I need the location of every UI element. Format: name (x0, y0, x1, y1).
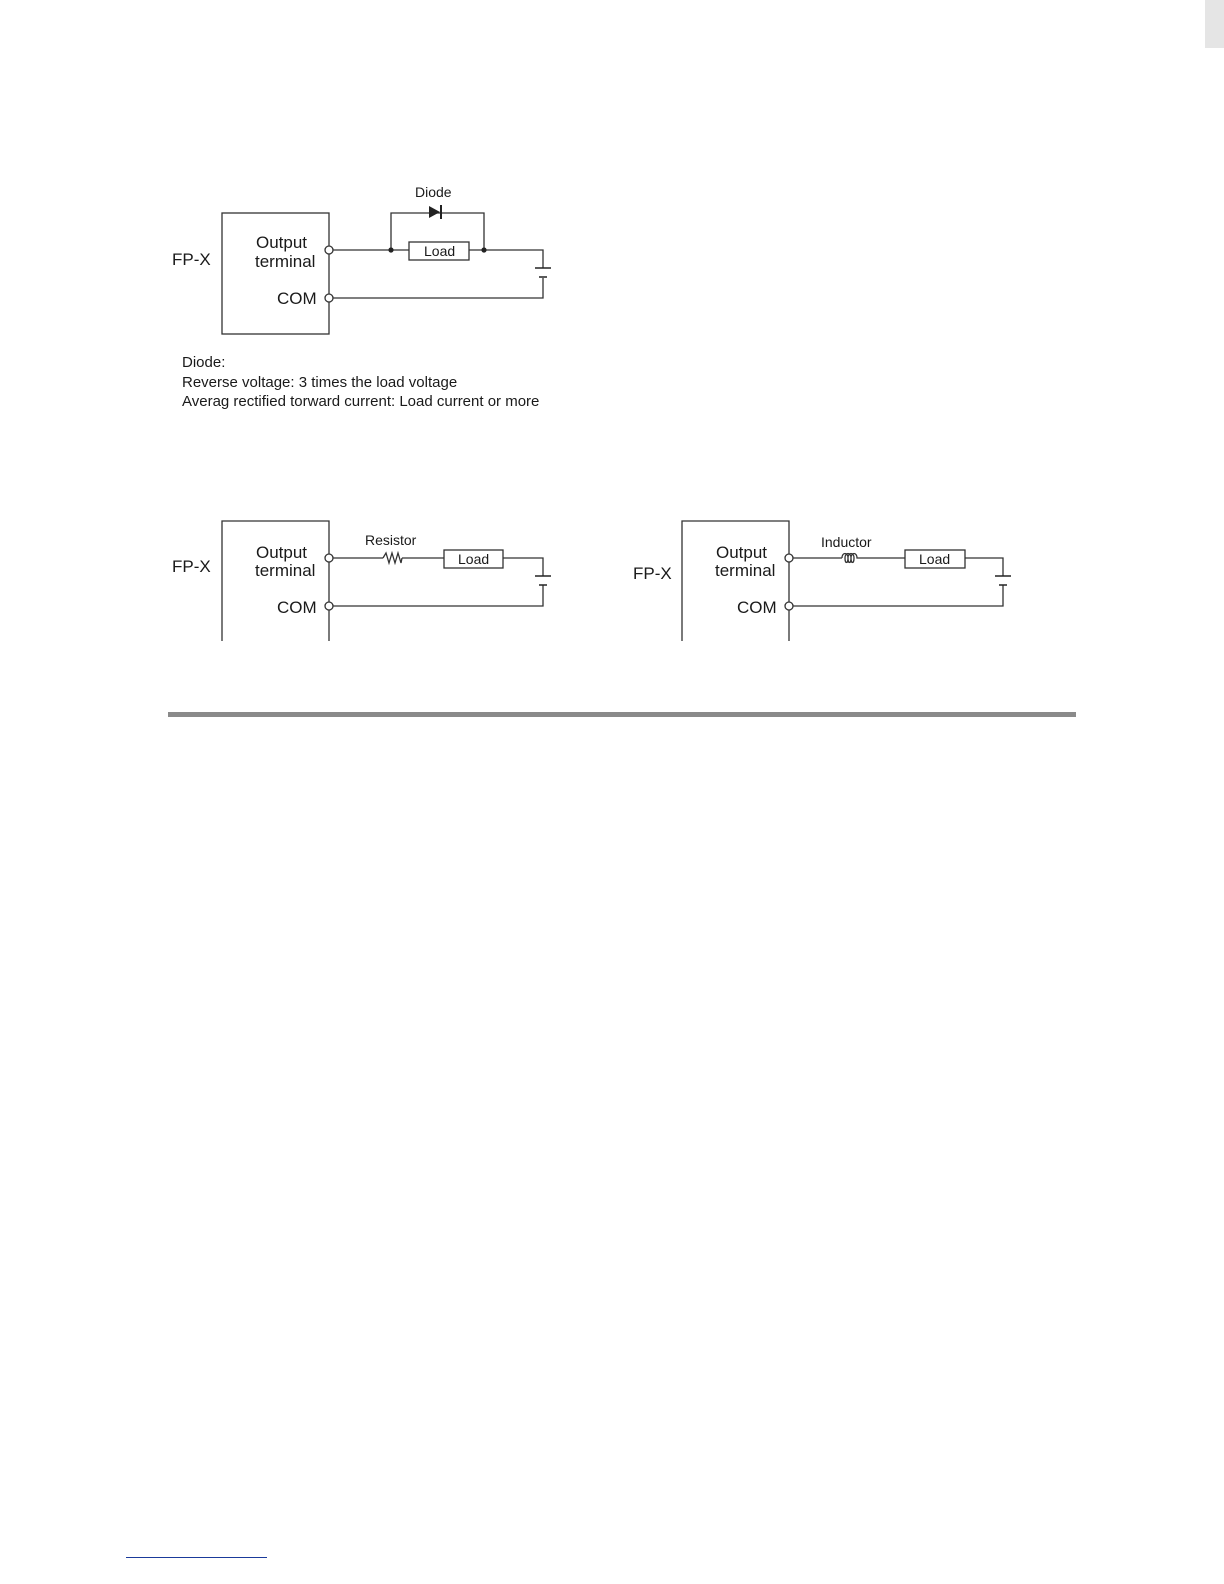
device-label: FP-X (633, 564, 672, 583)
junction-dot (388, 247, 393, 252)
inductor-symbol (842, 554, 860, 563)
load-label: Load (424, 243, 456, 259)
component-label: Inductor (821, 534, 872, 550)
footer-link-underline (126, 1557, 267, 1558)
output-label-line2: terminal (255, 561, 316, 580)
output-wire (793, 558, 1003, 576)
component-label: Resistor (365, 532, 417, 548)
junction-dot (481, 247, 486, 252)
output-terminal-circle (325, 554, 333, 562)
com-wire (333, 585, 543, 606)
load-label: Load (919, 551, 951, 567)
com-terminal-circle (785, 602, 793, 610)
output-label-line2: terminal (255, 252, 316, 271)
resistor-protection-circuit (172, 521, 551, 641)
device-label: FP-X (172, 250, 211, 269)
inductor-protection-circuit (633, 521, 1011, 641)
com-label: COM (277, 289, 317, 308)
output-wire (333, 558, 543, 576)
output-label-line1: Output (256, 543, 308, 562)
fpx-unit-box (222, 521, 329, 641)
com-wire (793, 585, 1003, 606)
load-label: Load (458, 551, 490, 567)
fpx-unit-box (682, 521, 789, 641)
com-wire (333, 278, 543, 298)
resistor-symbol (383, 553, 402, 563)
output-label-line2: terminal (715, 561, 776, 580)
output-terminal-circle (325, 246, 333, 254)
fpx-unit-box (222, 213, 329, 334)
device-label: FP-X (172, 557, 211, 576)
com-terminal-circle (325, 294, 333, 302)
diode-note-reverse-voltage: Reverse voltage: 3 times the load voltage (182, 374, 458, 391)
com-terminal-circle (325, 602, 333, 610)
diode-symbol (429, 206, 440, 218)
output-label-line1: Output (256, 233, 308, 252)
com-label: COM (277, 598, 317, 617)
com-label: COM (737, 598, 777, 617)
output-label-line1: Output (716, 543, 768, 562)
diode-protection-circuit (172, 184, 551, 410)
output-terminal-circle (785, 554, 793, 562)
diode-note-forward-current: Averag rectified torward current: Load current or more (182, 393, 540, 410)
diode-note-title: Diode: (182, 354, 226, 371)
component-label: Diode (415, 184, 452, 200)
section-divider (168, 712, 1076, 717)
